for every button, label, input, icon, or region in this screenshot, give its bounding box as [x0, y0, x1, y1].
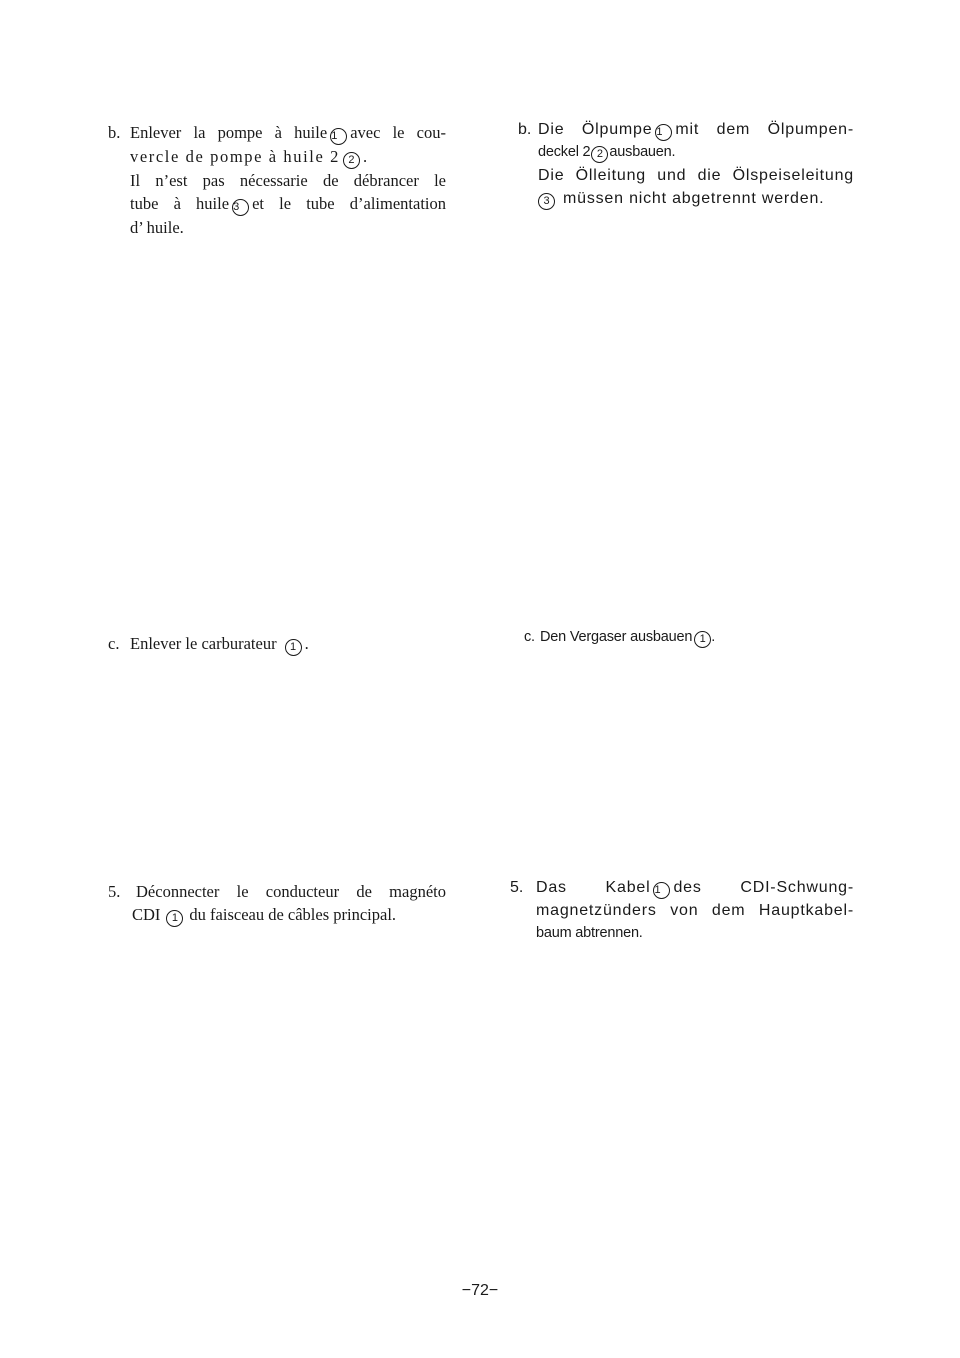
- callout-3-icon: 3: [232, 199, 249, 216]
- callout-2-icon: 2: [591, 146, 608, 163]
- callout-1-icon: 1: [655, 124, 672, 141]
- de-step-5: [510, 876, 854, 945]
- de-step-c: c. Den Vergaser ausbauen 1 .: [524, 626, 854, 649]
- callout-2-icon: 2: [343, 152, 360, 169]
- fr-step-b-line2: vercle de pompe à huile 2 2 .: [130, 145, 446, 169]
- fr-step-c: c. Enlever le carburateur 1 .: [108, 632, 446, 656]
- de-step-5-line3: baum abtrennen.: [536, 925, 643, 941]
- de-step-b-label: b.: [518, 121, 532, 138]
- fr-step-5-line2: CDI 1 du faisceau de câbles principal.: [132, 903, 446, 927]
- de-step-b: [518, 118, 854, 210]
- page-number: −72−: [461, 1282, 499, 1299]
- callout-1-icon: 1: [653, 882, 670, 899]
- fr-step-5-label: 5.: [108, 882, 121, 901]
- de-step-b-line2: deckel 2 2 ausbauen.: [538, 141, 854, 164]
- fr-step-b-line4: tube à huile 3 et le tube d’alimentation: [130, 192, 446, 216]
- callout-1-icon: 1: [166, 910, 183, 927]
- fr-step-b-label: b.: [108, 123, 121, 142]
- de-step-5-label: 5.: [510, 879, 524, 896]
- callout-1-icon: 1: [694, 631, 711, 648]
- de-step-b-line4: 3 müssen nicht abgetrennt werden.: [538, 187, 854, 210]
- fr-step-b-line5: d’ huile.: [130, 218, 184, 237]
- fr-step-c-label: c.: [108, 634, 120, 653]
- callout-1-icon: 1: [330, 128, 347, 145]
- de-step-b-line3: Die Ölleitung und die Ölspeiseleitung: [538, 167, 854, 184]
- de-step-c-label: c.: [524, 629, 535, 645]
- de-step-b-line1: Die Ölpumpe 1 mit dem Ölpumpen-: [538, 118, 854, 141]
- fr-step-b-line1: Enlever la pompe à huile 1 avec le cou-: [130, 121, 446, 145]
- de-step-5-line2: magnetzünders von dem Hauptkabel-: [536, 902, 854, 919]
- callout-1-icon: 1: [285, 639, 302, 656]
- fr-step-b-line3: Il n’est pas nécessarie de débrancer le: [130, 171, 446, 190]
- fr-step-5-line1: Déconnecter le conducteur de magnéto: [136, 882, 446, 901]
- callout-3-icon: 3: [538, 193, 555, 210]
- fr-step-b: [108, 121, 446, 239]
- fr-step-5: [108, 880, 446, 927]
- de-step-5-line1: Das Kabel 1 des CDI-Schwung-: [536, 876, 854, 899]
